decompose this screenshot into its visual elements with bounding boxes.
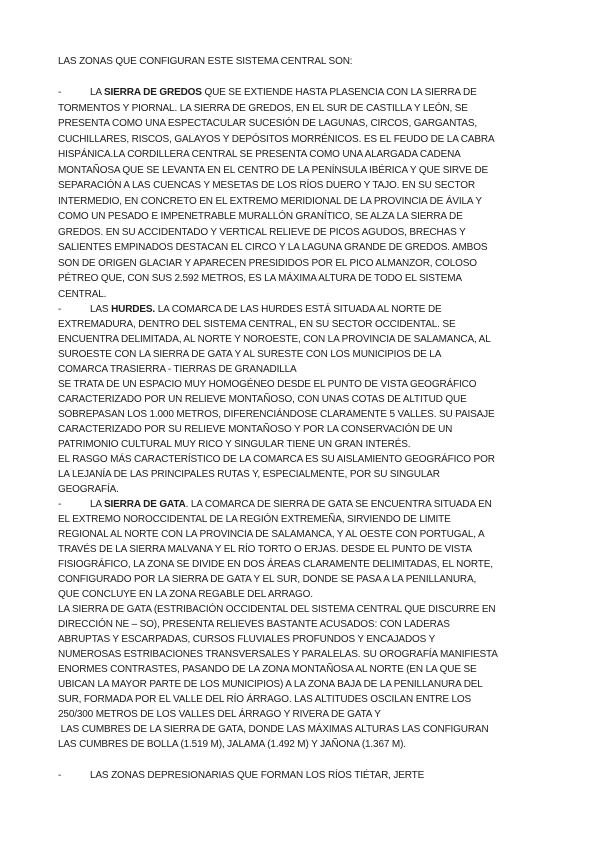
text-line: CARACTERIZADO POR UN RELIEVE MONTAÑOSO, CON UNAS COTAS DE ALTITUD QUE	[58, 394, 467, 405]
section-heading: HURDES.	[111, 304, 156, 315]
text: LA	[90, 87, 105, 98]
text-line: LA SIERRA DE GATA (ESTRIBACIÓN OCCIDENTAL DEL SISTEMA CENTRAL QUE DISCURRE EN	[58, 604, 496, 615]
section-first-line	[90, 304, 442, 316]
list-dash: -	[58, 304, 62, 315]
text-line: LAS CUMBRES DE LA SIERRA DE GATA, DONDE LAS MÁXIMAS ALTURAS LAS CONFIGURAN	[58, 724, 489, 735]
text-line: UBICAN LA MAYOR PARTE DE LOS MUNICIPIOS) A LA ZONA BAJA DE LA PENILLANURA DEL	[58, 679, 483, 690]
text-line: 250/300 METROS DE LOS VALLES DEL ÁRRAGO Y RIVERA DE GATA Y	[58, 709, 381, 720]
text: . LA COMARCA DE SIERRA DE GATA SE ENCUENTRA SITUADA EN	[185, 499, 492, 510]
text: LA	[90, 499, 105, 510]
text-line: MONTAÑOSA QUE SE LEVANTA EN EL CENTRO DE LA PENÍNSULA IBÉRICA Y QUE SIRVE DE	[58, 165, 489, 176]
text-line: PATRIMONIO CULTURAL MUY RICO Y SINGULAR TIENE UN GRAN INTERÉS.	[58, 439, 411, 450]
text-line: CONFIGURADO POR LA SIERRA DE GATA Y EL SUR, DONDE SE PASA A LA PENILLANURA,	[58, 574, 477, 585]
text-line: CUCHILLARES, RISCOS, GALAYOS Y DEPÓSITOS MORRÉNICOS. ES EL FEUDO DE LA CABRA	[58, 134, 495, 145]
text-line: ENCUENTRA DELIMITADA, AL NORTE Y NOROESTE, CON LA PROVINCIA DE SALAMANCA, AL	[58, 334, 491, 345]
section-first-line: LAS ZONAS DEPRESIONARIAS QUE FORMAN LOS RÍOS TIÉTAR, JERTE	[90, 770, 425, 781]
text-line: PRESENTA COMO UNA ESPECTACULAR SUCESIÓN DE LAGUNAS, CIRCOS, GARGANTAS,	[58, 118, 478, 129]
text-line: COMO UN PESADO E IMPENETRABLE MURALLÓN GRANÍTICO, SE ALZA LA SIERRA DE	[58, 211, 463, 222]
text-line: SON DE ORIGEN GLACIAR Y APARECEN PRESIDIDOS POR EL PICO ALMANZOR, COLOSO	[58, 258, 477, 269]
text-line: EXTREMADURA, DENTRO DEL SISTEMA CENTRAL, EN SU SECTOR OCCIDENTAL. SE	[58, 319, 456, 330]
text-line: CARACTERIZADO POR SU RELIEVE MONTAÑOSO Y POR LA CONSERVACIÓN DE UN	[58, 424, 453, 435]
text-line: QUE CONCLUYE EN LA ZONA REGABLE DEL ARRAGO.	[58, 589, 313, 600]
text-line: COMARCA TRASIERRA - TIERRAS DE GRANADILLA	[58, 364, 297, 375]
text-line: REGIONAL AL NORTE CON LA PROVINCIA DE SALAMANCA, Y AL OESTE CON PORTUGAL, A	[58, 529, 485, 540]
text-line: ABRUPTAS Y ESCARPADAS, CURSOS FLUVIALES PROFUNDOS Y ENCAJADOS Y	[58, 634, 436, 645]
section-heading: SIERRA DE GREDOS	[104, 87, 202, 98]
text-line: HISPÁNICA.LA CORDILLERA CENTRAL SE PRESENTA COMO UNA ALARGADA CADENA	[58, 149, 461, 160]
text: LAS	[90, 304, 112, 315]
section-heading: SIERRA DE GATA	[104, 499, 186, 510]
text: LA COMARCA DE LAS HURDES ESTÁ SITUADA AL NORTE DE	[155, 304, 442, 315]
text: QUE SE EXTIENDE HASTA PLASENCIA CON LA SIERRA DE	[201, 87, 477, 98]
text-line: SALIENTES EMPINADOS DESTACAN EL CIRCO Y LA LAGUNA GRANDE DE GREDOS. AMBOS	[58, 242, 488, 253]
text-line: SEPARACIÓN A LAS CUENCAS Y MESETAS DE LOS RÍOS DUERO Y TAJO. EN SU SECTOR	[58, 180, 475, 191]
list-dash: -	[58, 770, 62, 781]
text-line: TORMENTOS Y PIORNAL. LA SIERRA DE GREDOS, EN EL SUR DE CASTILLA Y LEÓN, SE	[58, 103, 468, 114]
text-line: EL RASGO MÁS CARACTERÍSTICO DE LA COMARCA ES SU AISLAMIENTO GEOGRÁFICO POR	[58, 454, 495, 465]
text-line: CENTRAL.	[58, 289, 107, 300]
text-line: GEOGRAFÍA.	[58, 484, 119, 495]
text-line: NUMEROSAS ESTRIBACIONES TRANSVERSALES Y PARALELAS. SU OROGRAFÍA MANIFIESTA	[58, 649, 498, 660]
list-dash: -	[58, 87, 62, 98]
text-line: TRAVÉS DE LA SIERRA MALVANA Y EL RÍO TORTO O ERJAS. DESDE EL PUNTO DE VISTA	[58, 544, 472, 555]
text-line: SUR, FORMADA POR EL VALLE DEL RÍO ÁRRAGO. LAS ALTITUDES OSCILAN ENTRE LOS	[58, 694, 472, 705]
text-line: EL EXTREMO NOROCCIDENTAL DE LA REGIÓN EXTREMEÑA, SIRVIENDO DE LIMITE	[58, 514, 451, 525]
text-line: PÉTREO QUE, CON SUS 2.592 METROS, ES LA MÁXIMA ALTURA DE TODO EL SISTEMA	[58, 273, 462, 284]
text-line: FISIOGRÁFICO, LA ZONA SE DIVIDE EN DOS ÁREAS CLARAMENTE DELIMITADAS, EL NORTE,	[58, 559, 493, 570]
text-line: LAS CUMBRES DE BOLLA (1.519 M), JALAMA (1.492 M) Y JAÑONA (1.367 M).	[58, 739, 406, 750]
section-first-line	[90, 499, 492, 511]
text-line: DIRECCIÓN NE – SO), PRESENTA RELIEVES BASTANTE ACUSADOS: CON LADERAS	[58, 619, 450, 630]
text-line: SUROESTE CON LA SIERRA DE GATA Y AL SURESTE CON LOS MUNICIPIOS DE LA	[58, 349, 442, 360]
section-first-line	[90, 87, 477, 99]
text-line: ENORMES CONTRASTES, PASANDO DE LA ZONA MONTAÑOSA AL NORTE (EN LA QUE SE	[58, 664, 477, 675]
intro-line: LAS ZONAS QUE CONFIGURAN ESTE SISTEMA CENTRAL SON:	[58, 56, 353, 67]
text-line: SE TRATA DE UN ESPACIO MUY HOMOGÉNEO DESDE EL PUNTO DE VISTA GEOGRÁFICO	[58, 379, 477, 390]
text-line: LA LEJANÍA DE LAS PRINCIPALES RUTAS Y, ESPECIALMENTE, POR SU SINGULAR	[58, 469, 440, 480]
text-line: GREDOS. EN SU ACCIDENTADO Y VERTICAL RELIEVE DE PICOS AGUDOS, BRECHAS Y	[58, 227, 466, 238]
list-dash: -	[58, 499, 62, 510]
text-line: INTERMEDIO, EN CONCRETO EN EL EXTREMO MERIDIONAL DE LA PROVINCIA DE ÁVILA Y	[58, 196, 482, 207]
text-line: SOBREPASAN LOS 1.000 METROS, DIFERENCIÁNDOSE CLARAMENTE 5 VALLES. SU PAISAJE	[58, 409, 495, 420]
